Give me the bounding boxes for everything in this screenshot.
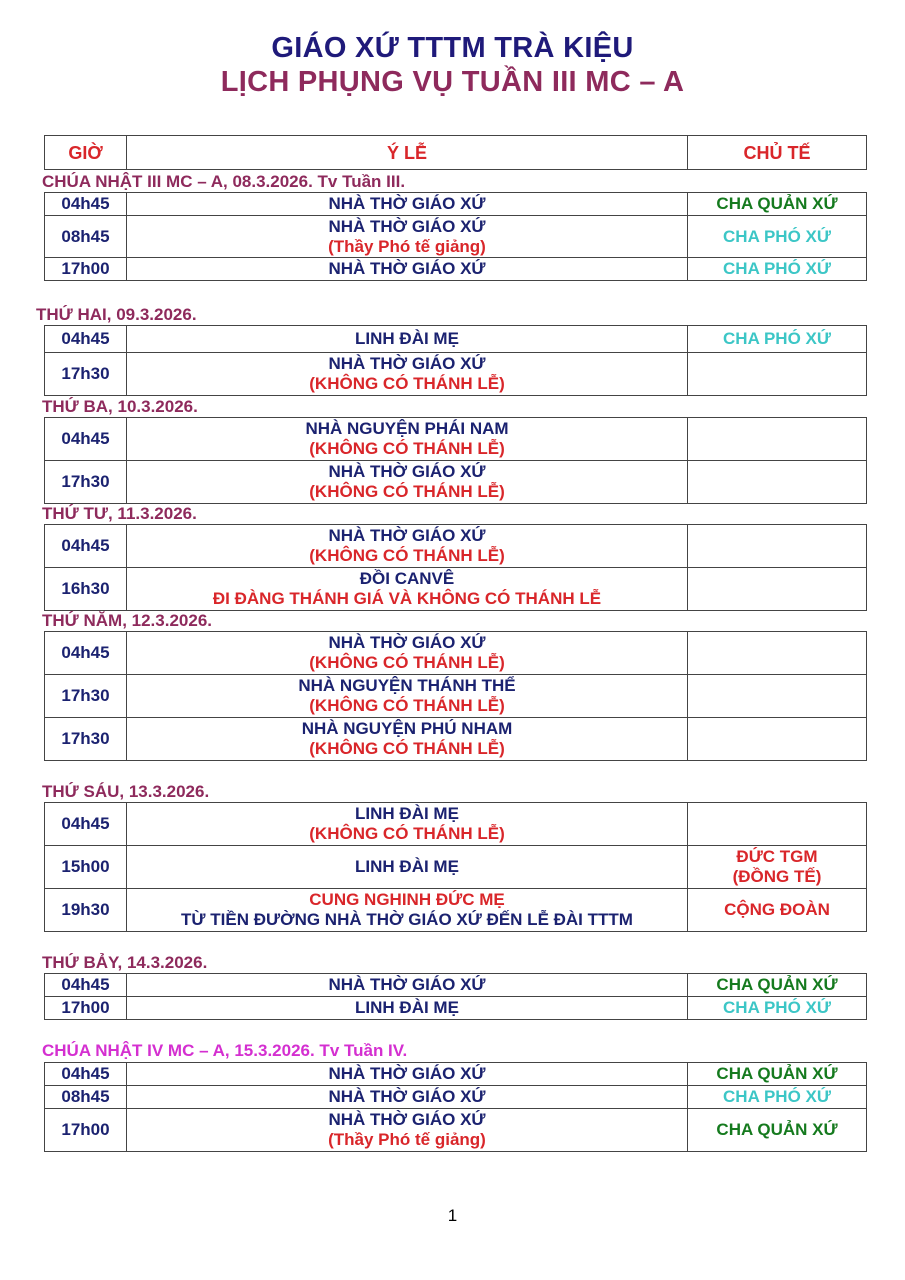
- mass-note: ĐI ĐÀNG THÁNH GIÁ VÀ KHÔNG CÓ THÁNH LỄ: [212, 589, 602, 608]
- table-row: [45, 1109, 867, 1152]
- mass-intention: [127, 889, 688, 932]
- mass-intention: [127, 216, 688, 258]
- day-heading: THỨ SÁU, 13.3.2026.: [42, 782, 210, 801]
- header-time: GIỜ: [45, 136, 127, 170]
- mass-time: 04h45: [45, 803, 127, 846]
- day-heading: CHÚA NHẬT III MC – A, 08.3.2026. Tv Tuần III.: [42, 172, 406, 191]
- mass-note: (KHÔNG CÓ THÁNH LỄ): [309, 696, 505, 715]
- mass-time: 17h00: [45, 258, 127, 281]
- mass-intention: [127, 568, 688, 611]
- mass-place: NHÀ NGUYỆN PHÁI NAM: [305, 419, 509, 438]
- celebrant: [688, 461, 867, 504]
- mass-place: NHÀ NGUYỆN THÁNH THỂ: [298, 676, 516, 695]
- mass-place: NHÀ NGUYỆN PHÚ NHAM: [301, 719, 513, 738]
- page-number: 1: [447, 1206, 458, 1225]
- mass-time: 17h30: [45, 461, 127, 504]
- mass-time: 17h30: [45, 718, 127, 761]
- mass-time: 15h00: [45, 846, 127, 889]
- mass-time: 16h30: [45, 568, 127, 611]
- table-row: [45, 718, 867, 761]
- table-row: [45, 418, 867, 461]
- mass-place: LINH ĐÀI MẸ: [127, 326, 688, 353]
- day-heading: THỨ TƯ, 11.3.2026.: [42, 504, 197, 523]
- mass-intention: [127, 803, 688, 846]
- day-heading: THỨ BẢY, 14.3.2026.: [42, 953, 208, 972]
- mass-time: 17h30: [45, 675, 127, 718]
- day-table: [44, 417, 867, 504]
- day-table: [44, 973, 867, 1020]
- celebrant: CHA PHÓ XỨ: [688, 216, 867, 258]
- mass-time: 04h45: [45, 974, 127, 997]
- mass-time: 19h30: [45, 889, 127, 932]
- table-row: [45, 1086, 867, 1109]
- celebrant: [688, 803, 867, 846]
- mass-place: ĐỒI CANVÊ: [359, 569, 455, 588]
- mass-note: (Thầy Phó tế giảng): [328, 1130, 486, 1149]
- table-row: [45, 846, 867, 889]
- mass-place: NHÀ THỜ GIÁO XỨ: [328, 1110, 486, 1129]
- table-row: [45, 353, 867, 396]
- mass-time: 04h45: [45, 326, 127, 353]
- mass-place: NHÀ THỜ GIÁO XỨ: [127, 1086, 688, 1109]
- mass-intention: [127, 353, 688, 396]
- mass-place: NHÀ THỜ GIÁO XỨ: [328, 633, 486, 652]
- day-heading: THỨ BA, 10.3.2026.: [42, 397, 198, 416]
- mass-note: (KHÔNG CÓ THÁNH LỄ): [309, 739, 505, 758]
- mass-intention: [127, 1109, 688, 1152]
- table-row: [45, 193, 867, 216]
- mass-place: CUNG NGHINH ĐỨC MẸ: [309, 890, 505, 909]
- celebrant: [688, 353, 867, 396]
- celebrant: [688, 525, 867, 568]
- table-row: [45, 326, 867, 353]
- mass-intention: [127, 525, 688, 568]
- mass-time: 17h00: [45, 1109, 127, 1152]
- celebrant: CỘNG ĐOÀN: [688, 889, 867, 932]
- celebrant: CHA PHÓ XỨ: [688, 1086, 867, 1109]
- celebrant: CHA QUẢN XỨ: [688, 1063, 867, 1086]
- mass-place: NHÀ THỜ GIÁO XỨ: [127, 1063, 688, 1086]
- parish-title: GIÁO XỨ TTTM TRÀ KIỆU: [271, 32, 634, 64]
- mass-note: (KHÔNG CÓ THÁNH LỄ): [309, 482, 505, 501]
- mass-note: TỪ TIỀN ĐƯỜNG NHÀ THỜ GIÁO XỨ ĐẾN LỄ ĐÀI TTTM: [181, 910, 633, 929]
- mass-note: (KHÔNG CÓ THÁNH LỄ): [309, 439, 505, 458]
- mass-place: NHÀ THỜ GIÁO XỨ: [328, 354, 486, 373]
- mass-note: (KHÔNG CÓ THÁNH LỄ): [309, 374, 505, 393]
- table-row: [45, 675, 867, 718]
- header-celebrant: CHỦ TẾ: [688, 136, 867, 170]
- mass-time: 17h00: [45, 997, 127, 1020]
- day-heading: THỨ NĂM, 12.3.2026.: [42, 611, 212, 630]
- mass-time: 04h45: [45, 418, 127, 461]
- celebrant: ĐỨC TGM: [736, 847, 818, 866]
- day-table: [44, 631, 867, 761]
- celebrant: CHA PHÓ XỨ: [688, 997, 867, 1020]
- mass-place: LINH ĐÀI MẸ: [355, 804, 459, 823]
- mass-place: LINH ĐÀI MẸ: [127, 846, 688, 889]
- table-row: [45, 216, 867, 258]
- table-row: [45, 525, 867, 568]
- celebrant: CHA PHÓ XỨ: [688, 326, 867, 353]
- table-row: [45, 258, 867, 281]
- celebrant-cell: [688, 846, 867, 889]
- mass-place: NHÀ THỜ GIÁO XỨ: [328, 462, 486, 481]
- mass-note: (KHÔNG CÓ THÁNH LỄ): [309, 546, 505, 565]
- mass-intention: [127, 461, 688, 504]
- day-table: [44, 192, 867, 281]
- mass-time: 04h45: [45, 1063, 127, 1086]
- header-table: [44, 135, 867, 170]
- mass-time: 04h45: [45, 525, 127, 568]
- day-table: [44, 1062, 867, 1152]
- mass-intention: [127, 632, 688, 675]
- celebrant: CHA QUẢN XỨ: [688, 1109, 867, 1152]
- table-row: [45, 997, 867, 1020]
- mass-place: NHÀ THỜ GIÁO XỨ: [127, 974, 688, 997]
- mass-note: (KHÔNG CÓ THÁNH LỄ): [309, 824, 505, 843]
- celebrant: [688, 718, 867, 761]
- day-heading: CHÚA NHẬT IV MC – A, 15.3.2026. Tv Tuần IV.: [42, 1041, 408, 1060]
- day-table: [44, 325, 867, 396]
- mass-place: NHÀ THỜ GIÁO XỨ: [127, 258, 688, 281]
- table-row: [45, 889, 867, 932]
- mass-place: NHÀ THỜ GIÁO XỨ: [328, 526, 486, 545]
- table-row: [45, 568, 867, 611]
- table-row: [45, 461, 867, 504]
- celebrant: [688, 568, 867, 611]
- table-row: [45, 974, 867, 997]
- schedule-title: LỊCH PHỤNG VỤ TUẦN III MC – A: [220, 66, 685, 98]
- mass-intention: [127, 718, 688, 761]
- table-row: [45, 803, 867, 846]
- mass-time: 08h45: [45, 216, 127, 258]
- mass-place: LINH ĐÀI MẸ: [127, 997, 688, 1020]
- celebrant: CHA QUẢN XỨ: [688, 974, 867, 997]
- header-intention: Ý LỄ: [127, 136, 688, 170]
- celebrant: CHA QUẢN XỨ: [688, 193, 867, 216]
- celebrant-note: (ĐỒNG TẾ): [732, 867, 822, 886]
- table-row: [45, 632, 867, 675]
- mass-intention: [127, 418, 688, 461]
- mass-time: 17h30: [45, 353, 127, 396]
- mass-time: 08h45: [45, 1086, 127, 1109]
- celebrant: [688, 418, 867, 461]
- celebrant: [688, 675, 867, 718]
- mass-time: 04h45: [45, 632, 127, 675]
- table-row: [45, 1063, 867, 1086]
- day-heading: THỨ HAI, 09.3.2026.: [36, 305, 197, 324]
- mass-place: NHÀ THỜ GIÁO XỨ: [328, 216, 486, 236]
- mass-place: NHÀ THỜ GIÁO XỨ: [127, 193, 688, 216]
- mass-time: 04h45: [45, 193, 127, 216]
- day-table: [44, 524, 867, 611]
- celebrant: CHA PHÓ XỨ: [688, 258, 867, 281]
- mass-intention: [127, 675, 688, 718]
- celebrant: [688, 632, 867, 675]
- mass-note: (KHÔNG CÓ THÁNH LỄ): [309, 653, 505, 672]
- day-table: [44, 802, 867, 932]
- mass-note: (Thầy Phó tế giảng): [328, 236, 486, 256]
